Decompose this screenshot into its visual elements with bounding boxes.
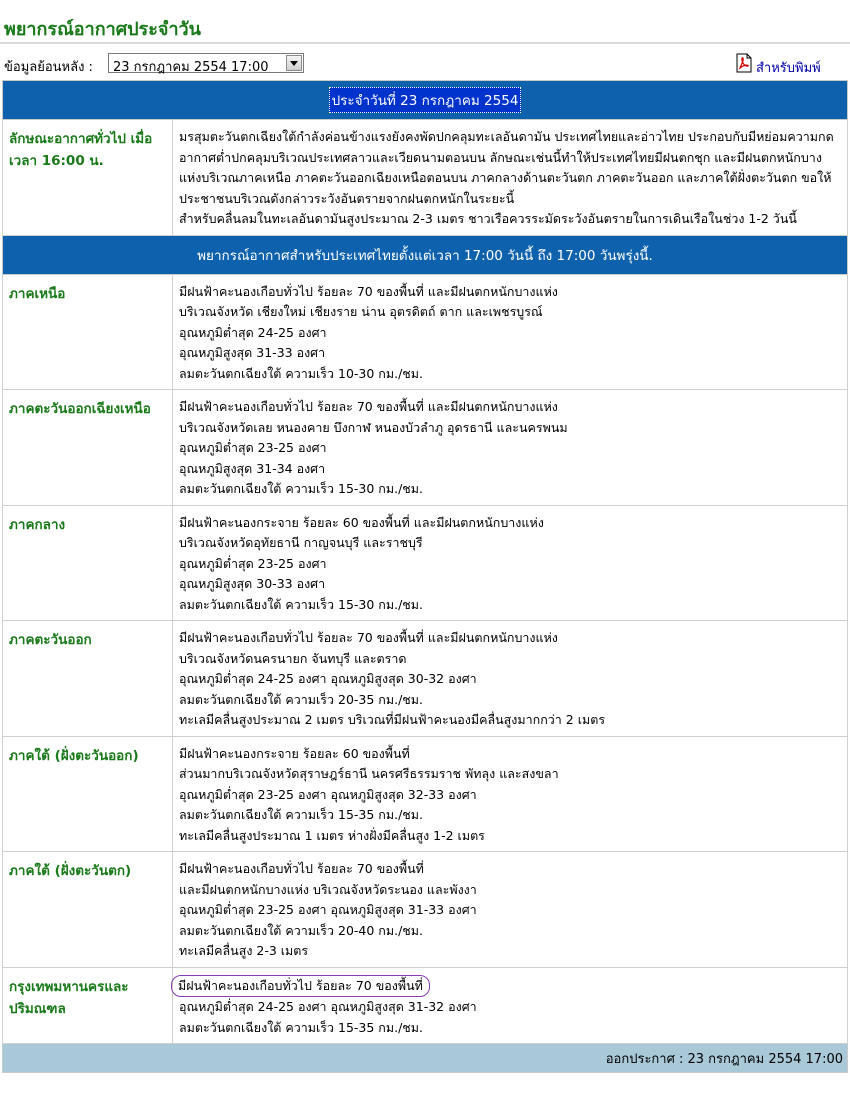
forecast-line: บริเวณจังหวัดอุทัยธานี กาญจนบุรี และราชบุรี [179,535,423,550]
title-divider [0,42,850,44]
history-label: ข้อมูลย้อนหลัง : [4,60,93,75]
forecast-line: ทะเลมีคลื่นสูงประมาณ 1 เมตร ห่างฝั่งมีคลื่นสูง 1-2 เมตร [179,827,485,843]
region-forecast [173,621,848,737]
region-forecast [173,390,848,506]
forecast-line: อุณหภูมิต่ำสุด 24-25 องศา อุณหภูมิสูงสุด 31-32 องศา [179,999,477,1014]
region-row [3,274,848,390]
region-name: ภาคกลาง [3,505,173,621]
region-name: ภาคเหนือ [3,274,173,390]
daily-header-row [3,81,848,120]
footer-row [3,1044,848,1073]
region-forecast [173,505,848,621]
forecast-line: อุณหภูมิต่ำสุด 23-25 องศา [179,555,327,571]
forecast-line: ลมตะวันตกเฉียงใต้ ความเร็ว 15-35 กม./ชม. [179,807,423,822]
forecast-line: ส่วนมากบริเวณจังหวัดสุราษฎร์ธานี นครศรีธรรมราช พัทลุง และสงขลา [179,766,559,781]
region-name: ภาคใต้ (ฝั่งตะวันออก) [3,736,173,852]
chevron-down-icon[interactable] [286,55,302,71]
forecast-table [2,80,848,1073]
forecast-line: และมีฝนตกหนักบางแห่ง บริเวณจังหวัดระนอง และพังงา [179,881,477,897]
daily-header [3,81,848,120]
region-name: ภาคตะวันออก [3,621,173,737]
forecast-line: ทะเลมีคลื่นสูงประมาณ 2 เมตร บริเวณที่มีฝนฟ้าคะนองมีคลื่นสูงมากกว่า 2 เมตร [179,712,606,727]
forecast-line: บริเวณจังหวัดเลย หนองคาย บึงกาฬ หนองบัวลำภู อุดรธานี และนครพนม [179,419,568,435]
forecast-line: บริเวณจังหวัดนครนายก จันทบุรี และตราด [179,650,407,666]
region-name: ภาคใต้ (ฝั่งตะวันตก) [3,852,173,968]
forecast-line: มีฝนฟ้าคะนองเกือบทั่วไป ร้อยละ 70 ของพื้นที่ และมีฝนตกหนักบางแห่ง [179,399,558,414]
forecast-line: ทะเลมีคลื่นสูง 2-3 เมตร [179,943,309,958]
forecast-line: มีฝนฟ้าคะนองเกือบทั่วไป ร้อยละ 70 ของพื้นที่ [179,861,424,876]
region-row [3,967,848,1044]
region-row [3,505,848,621]
forecast-line: ลมตะวันตกเฉียงใต้ ความเร็ว 15-30 กม./ชม. [179,481,423,496]
forecast-line: อุณหภูมิสูงสุด 30-33 องศา [179,576,326,591]
page-title: พยากรณ์อากาศประจำวัน [4,19,201,40]
issued-timestamp: ออกประกาศ : 23 กรกฎาคม 2554 17:00 [3,1044,848,1073]
history-date-value: 23 กรกฎาคม 2554 17:00 [113,60,269,75]
pdf-icon [736,53,752,73]
region-row [3,390,848,506]
forecast-line: อุณหภูมิสูงสุด 31-34 องศา [179,460,326,476]
general-label: ลักษณะอากาศทั่วไป เมื่อเวลา 16:00 น. [3,120,173,236]
forecast-header: พยากรณ์อากาศสำหรับประเทศไทยตั้งแต่เวลา 17:00 วันนี้ ถึง 17:00 วันพรุ่งนี้. [3,235,848,274]
forecast-line: อุณหภูมิต่ำสุด 24-25 องศา [179,324,327,340]
general-row [3,120,848,236]
print-link[interactable] [736,53,846,75]
general-line: สำหรับคลื่นลมในทะเลอันดามันสูงประมาณ 2-3 เมตร ชาวเรือควรระมัดระวังอันตรายในการเดินเรือในช่วง 1-2 วันนี้ [179,211,797,226]
general-description [173,120,848,236]
forecast-line: มีฝนฟ้าคะนองกระจาย ร้อยละ 60 ของพื้นที่ [179,745,410,761]
region-forecast [173,736,848,852]
forecast-line: บริเวณจังหวัด เชียงใหม่ เชียงราย น่าน อุตรดิตถ์ ตาก และเพชรบูรณ์ [179,304,543,319]
forecast-line: อุณหภูมิต่ำสุด 23-25 องศา อุณหภูมิสูงสุด 32-33 องศา [179,786,477,802]
general-line: มรสุมตะวันตกเฉียงใต้กำลังค่อนข้างแรงยังคงพัดปกคลุมทะเลอันดามัน ประเทศไทยและอ่าวไทย ประกอบกับมีหย่อมความกดอากาศต่ำปกคลุมบริเวณประเทศลาวและเวียดนามตอนบน ลักษณะเช่นนี้ทำให้ประเทศไทยมีฝนตกชุก และมีฝนตกหนักบางแห่งบริเวณภาคเหนือ ภาคตะวันออกเฉียงเหนือตอนบน ภาคกลางด้านตะวันตก ภาคตะวันออก และภาคใต้ฝั่งตะวันตก ขอให้ประชาชนบริเวณดังกล่าวระวังอันตรายจากฝนตกหนักในระยะนี้ [179,129,834,206]
region-forecast [173,274,848,390]
forecast-line: อุณหภูมิต่ำสุด 23-25 องศา [179,440,327,455]
forecast-line [179,975,841,998]
region-forecast [173,852,848,968]
daily-date-label: ประจำวันที่ 23 กรกฎาคม 2554 [329,87,522,113]
region-name: กรุงเทพมหานครและปริมณฑล [3,967,173,1044]
highlight-circle: มีฝนฟ้าคะนองเกือบทั่วไป ร้อยละ 70 ของพื้นที่ [171,975,430,998]
region-row [3,621,848,737]
region-row [3,736,848,852]
forecast-line: มีฝนฟ้าคะนองกระจาย ร้อยละ 60 ของพื้นที่ และมีฝนตกหนักบางแห่ง [179,514,544,530]
forecast-line: มีฝนฟ้าคะนองเกือบทั่วไป ร้อยละ 70 ของพื้นที่ และมีฝนตกหนักบางแห่ง [179,630,558,645]
forecast-line: อุณหภูมิต่ำสุด 23-25 องศา อุณหภูมิสูงสุด 31-33 องศา [179,902,477,917]
forecast-line: ลมตะวันตกเฉียงใต้ ความเร็ว 10-30 กม./ชม. [179,365,423,381]
print-link-label[interactable]: สำหรับพิมพ์ [756,61,821,76]
forecast-line: ลมตะวันตกเฉียงใต้ ความเร็ว 20-35 กม./ชม. [179,691,423,707]
forecast-line: อุณหภูมิสูงสุด 31-33 องศา [179,345,326,360]
region-name: ภาคตะวันออกเฉียงเหนือ [3,390,173,506]
region-row [3,852,848,968]
history-date-select[interactable] [108,53,304,73]
forecast-line: ลมตะวันตกเฉียงใต้ ความเร็ว 15-35 กม./ชม. [179,1019,423,1035]
forecast-line: ลมตะวันตกเฉียงใต้ ความเร็ว 15-30 กม./ชม. [179,596,423,612]
forecast-line: อุณหภูมิต่ำสุด 24-25 องศา อุณหภูมิสูงสุด 30-32 องศา [179,671,477,686]
forecast-header-row [3,235,848,274]
forecast-line: มีฝนฟ้าคะนองเกือบทั่วไป ร้อยละ 70 ของพื้นที่ และมีฝนตกหนักบางแห่ง [179,283,558,299]
region-forecast [173,967,848,1044]
filter-row [4,53,846,75]
forecast-line: ลมตะวันตกเฉียงใต้ ความเร็ว 20-40 กม./ชม. [179,922,423,938]
